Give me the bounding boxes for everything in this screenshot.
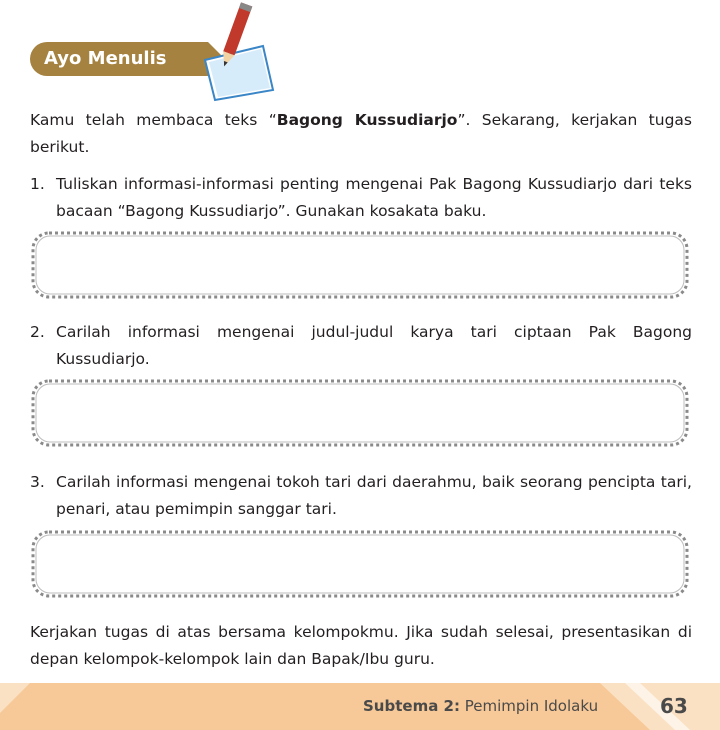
closing-paragraph: Kerjakan tugas di atas bersama kelompokmu. Jika sudah selesai, presentasikan di depan kelompok-kelompok lain dan Bapak/Ibu guru. <box>30 623 692 668</box>
pencil-paper-icon <box>185 2 295 102</box>
question-number: 1. <box>30 175 45 193</box>
footer-decoration <box>0 683 720 730</box>
question-2 <box>30 319 692 373</box>
intro-paragraph: Kamu telah membaca teks “Bagong Kussudiarjo”. Sekarang, kerjakan tugas berikut. <box>30 111 692 156</box>
footer-subtheme: Subtema 2: Pemimpin Idolaku <box>363 697 599 715</box>
question-text: Carilah informasi mengenai tokoh tari dari daerahmu, baik seorang pencipta tari, penari, atau pemimpin sanggar tari. <box>56 473 692 518</box>
question-text: Carilah informasi mengenai judul-judul karya tari ciptaan Pak Bagong Kussudiarjo. <box>56 323 692 368</box>
question-text: Tuliskan informasi-informasi penting mengenai Pak Bagong Kussudiarjo dari teks bacaan “Bagong Kussudiarjo”. Gunakan kosakata baku. <box>56 175 692 220</box>
answer-box-1[interactable] <box>28 228 692 302</box>
question-1 <box>30 171 692 225</box>
question-number: 2. <box>30 323 45 341</box>
section-title: Ayo Menulis <box>30 42 208 76</box>
answer-box-3[interactable] <box>28 527 692 601</box>
answer-box-2[interactable] <box>28 376 692 450</box>
intro-bold-title: Bagong Kussudiarjo <box>276 111 458 129</box>
question-3 <box>30 469 692 523</box>
question-number: 3. <box>30 473 45 491</box>
page-number: 63 <box>660 694 688 718</box>
